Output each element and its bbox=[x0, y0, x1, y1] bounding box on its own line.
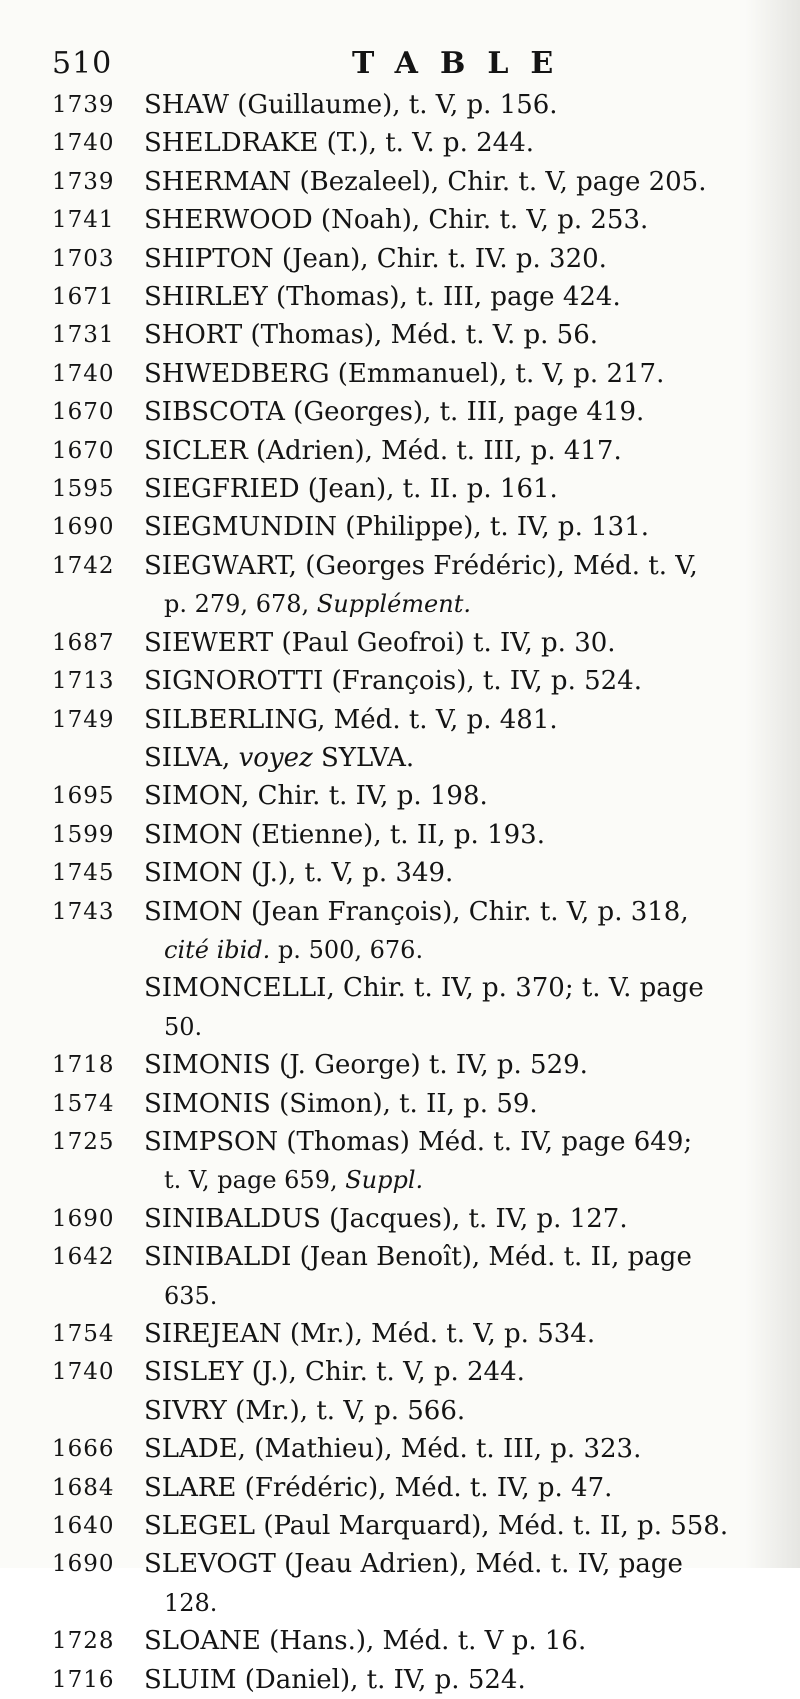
entry-text-main: SIMON, Chir. t. IV, p. 198. bbox=[144, 781, 488, 812]
index-entry bbox=[52, 508, 782, 546]
index-entry bbox=[52, 316, 782, 354]
entry-text bbox=[144, 854, 782, 892]
entry-year: 1671 bbox=[52, 284, 115, 311]
entry-year: 1690 bbox=[52, 1205, 115, 1232]
entry-year: 1745 bbox=[52, 860, 115, 887]
entry-year: 1731 bbox=[52, 322, 115, 349]
index-entry bbox=[52, 393, 782, 431]
entry-year: 1599 bbox=[52, 821, 115, 848]
index-entry bbox=[52, 739, 782, 777]
entry-text-main: SIEGFRIED (Jean), t. II. p. 161. bbox=[144, 474, 558, 505]
entry-text-main: SIMPSON (Thomas) Méd. t. IV, page 649; bbox=[144, 1126, 693, 1157]
entry-text bbox=[144, 1200, 782, 1238]
entry-continuation bbox=[164, 1161, 782, 1199]
index-entry bbox=[52, 547, 782, 624]
entry-year: 1716 bbox=[52, 1666, 115, 1693]
index-entry bbox=[52, 240, 782, 278]
entry-text bbox=[144, 1315, 782, 1353]
entry-text bbox=[144, 1430, 782, 1468]
entry-text-main: SHAW (Guillaume), t. V, p. 156. bbox=[144, 90, 558, 120]
entry-year: 1739 bbox=[52, 92, 115, 118]
entry-text-main: SIEGWART, (Georges Frédéric), Méd. t. V, bbox=[144, 550, 698, 581]
entry-text-main: SICLER (Adrien), Méd. t. III, p. 417. bbox=[144, 435, 622, 466]
entry-continuation bbox=[164, 585, 782, 623]
entry-text-main: SIMONIS (J. George) t. IV, p. 529. bbox=[144, 1050, 588, 1081]
index-entry bbox=[52, 278, 782, 316]
entry-text-main: SHIRLEY (Thomas), t. III, page 424. bbox=[144, 282, 621, 313]
entry-continuation-main: 128. bbox=[164, 1588, 218, 1617]
entry-year: 1690 bbox=[52, 1551, 115, 1578]
index-entry bbox=[52, 1392, 782, 1430]
entry-year: 1749 bbox=[52, 706, 115, 733]
entry-text bbox=[144, 1123, 782, 1161]
entry-continuation-after: p. 500, 676. bbox=[270, 935, 424, 964]
index-entry bbox=[52, 470, 782, 508]
entry-year: 1574 bbox=[52, 1090, 115, 1117]
entry-text bbox=[144, 1392, 782, 1430]
entry-text-main: SIBSCOTA (Georges), t. III, page 419. bbox=[144, 397, 645, 428]
entry-year: 1728 bbox=[52, 1628, 115, 1655]
entry-text-main: SHIPTON (Jean), Chir. t. IV. p. 320. bbox=[144, 243, 607, 274]
entry-text bbox=[144, 470, 782, 508]
entry-text bbox=[144, 893, 782, 931]
entry-text bbox=[144, 86, 782, 124]
entry-text-main: SLUIM (Daniel), t. IV, p. 524. bbox=[144, 1664, 526, 1695]
entry-year: 1595 bbox=[52, 476, 115, 503]
index-entry bbox=[52, 355, 782, 393]
entry-text-main: SHERWOOD (Noah), Chir. t. V, p. 253. bbox=[144, 205, 649, 236]
entry-text bbox=[144, 969, 782, 1007]
entry-continuation bbox=[164, 931, 782, 969]
entry-text bbox=[144, 1046, 782, 1084]
entry-text bbox=[144, 1622, 782, 1660]
page-header bbox=[52, 46, 772, 86]
index-entry bbox=[52, 701, 782, 739]
entry-text-main: SHERMAN (Bezaleel), Chir. t. V, page 205. bbox=[144, 166, 707, 197]
entry-text-main: SLARE (Frédéric), Méd. t. IV, p. 47. bbox=[144, 1472, 613, 1503]
entry-text bbox=[144, 1507, 782, 1545]
index-entry bbox=[52, 1622, 782, 1660]
entry-continuation bbox=[164, 1008, 782, 1046]
entry-text-main: SIEGMUNDIN (Philippe), t. IV, p. 131. bbox=[144, 512, 649, 543]
entry-text bbox=[144, 777, 782, 815]
index-entry bbox=[52, 1238, 782, 1315]
entry-text bbox=[144, 432, 782, 470]
entry-text-italic: voyez bbox=[238, 742, 313, 773]
index-entry bbox=[52, 854, 782, 892]
entry-text-main: SLADE, (Mathieu), Méd. t. III, p. 323. bbox=[144, 1434, 642, 1465]
entry-year: 1640 bbox=[52, 1513, 115, 1540]
page-number: 510 bbox=[52, 46, 113, 81]
index-entry bbox=[52, 1200, 782, 1238]
index-entry bbox=[52, 201, 782, 239]
entry-text-main: SISLEY (J.), Chir. t. V, p. 244. bbox=[144, 1357, 525, 1388]
index-entry bbox=[52, 662, 782, 700]
entry-year: 1718 bbox=[52, 1052, 115, 1079]
entry-text bbox=[144, 1353, 782, 1391]
entry-text bbox=[144, 1469, 782, 1507]
entry-year: 1740 bbox=[52, 1359, 115, 1386]
entry-text-main: SHELDRAKE (T.), t. V. p. 244. bbox=[144, 128, 534, 159]
entry-year: 1739 bbox=[52, 168, 115, 195]
entry-text-main: SIMON (Jean François), Chir. t. V, p. 318, bbox=[144, 896, 689, 927]
index-entry bbox=[52, 1430, 782, 1468]
entry-year: 1754 bbox=[52, 1321, 115, 1347]
index-entry bbox=[52, 624, 782, 662]
index-entry bbox=[52, 1046, 782, 1084]
running-title: TABLE bbox=[352, 46, 576, 81]
index-entry bbox=[52, 969, 782, 1046]
entry-continuation bbox=[164, 1277, 782, 1315]
entry-text-main: SLEGEL (Paul Marquard), Méd. t. II, p. 558. bbox=[144, 1511, 729, 1542]
entry-year: 1740 bbox=[52, 360, 115, 387]
entry-continuation bbox=[164, 1584, 782, 1622]
index-entry bbox=[52, 1469, 782, 1507]
entry-year: 1695 bbox=[52, 783, 115, 810]
index-entry bbox=[52, 432, 782, 470]
index-entry bbox=[52, 777, 782, 815]
entry-text-main: SHORT (Thomas), Méd. t. V. p. 56. bbox=[144, 320, 599, 351]
entry-continuation-italic: Suppl. bbox=[345, 1166, 424, 1195]
entry-text bbox=[144, 1545, 782, 1583]
entry-continuation-main: t. V, page 659, bbox=[164, 1166, 346, 1195]
entry-year: 1743 bbox=[52, 898, 115, 925]
entry-text-main: SILBERLING, Méd. t. V, p. 481. bbox=[144, 704, 558, 735]
entry-year: 1742 bbox=[52, 552, 115, 579]
entry-year: 1690 bbox=[52, 514, 115, 541]
entry-text bbox=[144, 816, 782, 854]
entry-text bbox=[144, 393, 782, 431]
entry-year: 1642 bbox=[52, 1244, 115, 1271]
entry-text bbox=[144, 662, 782, 700]
entry-year: 1703 bbox=[52, 245, 115, 272]
index-entry bbox=[52, 124, 782, 162]
index-entry bbox=[52, 816, 782, 854]
entry-text-main: SIMONIS (Simon), t. II, p. 59. bbox=[144, 1088, 538, 1119]
entry-year: 1725 bbox=[52, 1128, 115, 1155]
index-entry bbox=[52, 1315, 782, 1353]
entry-year: 1670 bbox=[52, 399, 115, 426]
entry-text bbox=[144, 163, 782, 201]
entry-text-main: SIVRY (Mr.), t. V, p. 566. bbox=[144, 1395, 466, 1426]
index-entry bbox=[52, 1507, 782, 1545]
entry-continuation-italic: Supplément. bbox=[316, 590, 471, 619]
index-entry bbox=[52, 1123, 782, 1200]
entry-continuation-italic: cité ibid. bbox=[164, 935, 271, 964]
entry-text bbox=[144, 355, 782, 393]
entry-text-main: SINIBALDUS (Jacques), t. IV, p. 127. bbox=[144, 1203, 628, 1234]
entry-text-main: SINIBALDI (Jean Benoît), Méd. t. II, page bbox=[144, 1242, 692, 1273]
entry-text bbox=[144, 1238, 782, 1276]
entry-year: 1741 bbox=[52, 207, 115, 234]
entry-text-main: SIMON (J.), t. V, p. 349. bbox=[144, 858, 454, 889]
entry-text-main: SIEWERT (Paul Geofroi) t. IV, p. 30. bbox=[144, 627, 616, 658]
index-entry bbox=[52, 1661, 782, 1699]
entry-text bbox=[144, 124, 782, 162]
entry-text-main: SILVA, bbox=[144, 742, 239, 773]
entry-text-main: SIREJEAN (Mr.), Méd. t. V, p. 534. bbox=[144, 1319, 596, 1349]
entry-text bbox=[144, 1661, 782, 1699]
entry-text-main: SHWEDBERG (Emmanuel), t. V, p. 217. bbox=[144, 358, 665, 389]
entry-text bbox=[144, 739, 782, 777]
index-entry bbox=[52, 1545, 782, 1622]
entry-year: 1713 bbox=[52, 668, 115, 695]
entry-text bbox=[144, 278, 782, 316]
entry-text bbox=[144, 1085, 782, 1123]
index-entry bbox=[52, 86, 782, 124]
entry-text-main: SLEVOGT (Jeau Adrien), Méd. t. IV, page bbox=[144, 1549, 683, 1580]
entry-text bbox=[144, 240, 782, 278]
entry-continuation-main: 50. bbox=[164, 1012, 203, 1041]
entry-year: 1687 bbox=[52, 629, 115, 656]
entry-text-main: SIMON (Etienne), t. II, p. 193. bbox=[144, 819, 545, 850]
index-entry bbox=[52, 1085, 782, 1123]
entry-text-main: SLOANE (Hans.), Méd. t. V p. 16. bbox=[144, 1626, 587, 1657]
entry-year: 1684 bbox=[52, 1474, 115, 1501]
entry-year: 1670 bbox=[52, 437, 115, 464]
entry-continuation-main: p. 279, 678, bbox=[164, 590, 317, 619]
entry-text bbox=[144, 508, 782, 546]
entry-text-main: SIGNOROTTI (François), t. IV, p. 524. bbox=[144, 666, 642, 697]
index-entry bbox=[52, 163, 782, 201]
entry-text bbox=[144, 316, 782, 354]
entry-text bbox=[144, 701, 782, 739]
index-entry bbox=[52, 1353, 782, 1391]
entry-text bbox=[144, 547, 782, 585]
entry-text bbox=[144, 624, 782, 662]
index-entry bbox=[52, 893, 782, 970]
entry-continuation-main: 635. bbox=[164, 1281, 218, 1310]
entry-year: 1740 bbox=[52, 130, 115, 157]
index-entry-list bbox=[52, 86, 782, 1699]
entry-text-main: SIMONCELLI, Chir. t. IV, p. 370; t. V. page bbox=[144, 973, 704, 1004]
entry-text-after: SYLVA. bbox=[312, 742, 415, 773]
entry-year: 1666 bbox=[52, 1436, 115, 1463]
entry-text bbox=[144, 201, 782, 239]
